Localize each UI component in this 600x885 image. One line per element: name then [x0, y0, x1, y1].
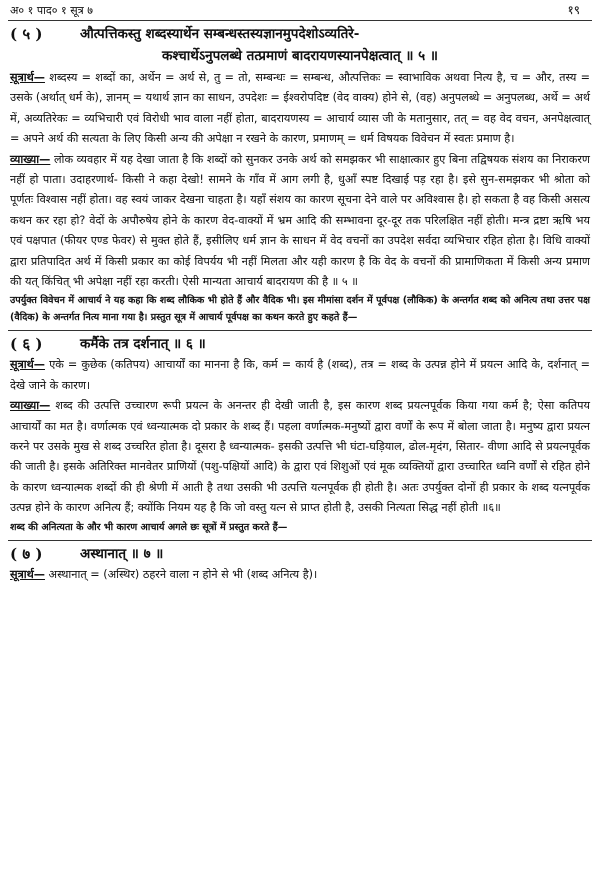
sutrartha-paragraph: [8, 68, 592, 150]
sutra-text: कर्मैके तत्र दर्शनात् ॥ ६ ॥: [80, 336, 206, 353]
divider: [8, 540, 592, 541]
transition-note: शब्द की अनित्यता के और भी कारण आचार्य अगले छः सूत्रों में प्रस्तुत करते हैं—: [10, 521, 288, 533]
sutra-6-heading: [8, 333, 592, 355]
sutra-number: ( ६ ): [10, 335, 43, 354]
sutra-5-heading: [8, 23, 592, 45]
sutra-text: अस्थानात् ॥ ७ ॥: [80, 545, 164, 562]
sutrartha-label: सूत्रार्थ—: [10, 71, 45, 84]
sutrartha-label: सूत्रार्थ—: [10, 358, 45, 372]
page-number: १९: [567, 3, 580, 17]
vyakhya-label: व्याख्या—: [10, 399, 51, 413]
vyakhya-label: व्याख्या—: [10, 152, 51, 166]
sutra-number: ( ७ ): [10, 544, 43, 563]
sutrartha-text: शब्दस्य = शब्दों का, अर्थेन = अर्थ से, तु = तो, सम्बन्धः = सम्बन्ध, औत्पत्तिकः = स्वाभाविक अथवा नित्य है, च = और, तस्य = उसके (अर्थात् धर्म के), ज्ञानम् = यथार्थ ज्ञान का साधन, उपदेशः = ईश्वरोपदिष्ट (वेद वाक्य) होने से, (वह) अनुपलब्धे = अनुपलब्ध, अर्थे = अर्थ में, अव्यतिरेकः = व्यभिचारी एवं विरोधी भाव वाला नहीं होता, बादरायणस्य = आचार्य व्यास जी के मतानुसार, तत् = वह वेद वचन, अनपेक्षत्वात् = अपने अर्थ की सत्यता के लिए किसी अन्य की अपेक्षा न रखने के कारण, प्रमाणम् = धर्म विषयक विवेचन में स्वतः प्रमाण है।: [10, 71, 590, 146]
header-reference: अ० १ पाद० १ सूत्र ७: [10, 4, 93, 17]
vyakhya-text: शब्द की उत्पत्ति उच्चारण रूपी प्रयत्न के अनन्तर ही देखी जाती है, इस कारण शब्द प्रयत्नपूर्वक किया गया कर्म है; ऐसा कतिपय आचार्यों का मत है। वर्णात्मक एवं ध्वन्यात्मक दो प्रकार के शब्द हैं। पहला वर्णात्मक-मनुष्यों द्वारा वर्णों के रूप में बोला जाता है। मनुष्य द्वारा प्रयत्न करने पर उसके मुख से शब्द उच्चरित होता है। दूसरा है ध्वन्यात्मक- इसकी उत्पत्ति भी घंटा-घड़ियाल, ढोल-मृदंग, सितार- वीणा आदि से प्रयत्नपूर्वक की जाती है। इसके अतिरिक्त मानवेतर प्राणियों (पशु-पक्षियों आदि) के द्वारा एवं शिशुओं एवं मूक व्यक्तियों द्वारा उच्चारित ध्वनि वर्णों से रहित होने के कारण ध्वन्यात्मक शब्दों की ही श्रेणी में आती है तथा उसकी भी उत्पत्ति यत्नपूर्वक ही होती है। अतः उपर्युक्त दोनों ही प्रकार के शब्द यत्नपूर्वक उत्पन्न होने के कारण अनित्य हैं; क्योंकि नियम यह है कि जो वस्तु यत्न से प्राप्त होती है, उसकी नित्यता सिद्ध नहीं होती ॥६॥: [10, 399, 590, 515]
sutrartha-paragraph: [8, 355, 592, 396]
sutrartha-label: सूत्रार्थ—: [10, 567, 45, 581]
running-header: [8, 2, 592, 21]
sutra-7-heading: [8, 543, 592, 565]
vyakhya-text: लोक व्यवहार में यह देखा जाता है कि शब्दों को सुनकर उनके अर्थ को समझकर भी साक्षात्कार हुए बिना तद्विषयक संशय का निराकरण नहीं हो पाता। उदाहरणार्थ- किसी ने कहा देखो! सामने के गाँव में आग लगी है, धुआँ स्पष्ट दिखाई पड़ रहा है। इसे सुन-समझकर भी श्रोता को पूर्णतः विश्वास नहीं होता। वह स्वयं जाकर देखना चाहता है। यहाँ संशय का कारण सूचना देने वाले पर अविश्वास है। हो सकता है वह किसी असत्य कथन कर रहा हो? वेदों के अपौरुषेय होने के कारण वेद-वाक्यों में भ्रम आदि की सम्भावना दूर-दूर तक परिलक्षित नहीं होती। मन्त्र द्रष्टा ऋषि भय एवं पक्षपात (फीयर एण्ड फेवर) से मुक्त होते हैं, इसीलिए धर्म ज्ञान के साधन में वेद वचनों का उपदेश सर्वदा व्यभिचार रहित होता है। विधि वाक्यों द्वारा प्रतिपादित अर्थ में किसी प्रकार का कोई विपर्यय भी नहीं मिलता और यही कारण है कि वेद के वचनों की प्रामाणिकता में किसी अन्य प्रमाण की यत् किंचित् भी अपेक्षा नहीं रहा करती। ऐसी मान्यता आचार्य बादरायण की है ॥ ५ ॥: [10, 152, 591, 289]
transition-note: उपर्युक्त विवेचन में आचार्य ने यह कहा कि शब्द लौकिक भी होते हैं और वैदिक भी। इस मीमांसा दर्शन में पूर्वपक्ष (लौकिक) के अन्तर्गत शब्द को अनित्य तथा उत्तर पक्ष (वैदिक) के अन्तर्गत नित्य माना गया है। प्रस्तुत सूत्र में आचार्य पूर्वपक्ष का कथन करते हुए कहते हैं—: [10, 295, 590, 323]
sutrartha-text: अस्थानात् = (अस्थिर) ठहरने वाला न होने से भी (शब्द अनित्य है)।: [48, 567, 318, 581]
divider: [8, 330, 592, 331]
sutrartha-paragraph: [8, 565, 592, 585]
vyakhya-paragraph: [8, 396, 592, 518]
vyakhya-paragraph: [8, 150, 592, 293]
sutra-number: ( ५ ): [10, 25, 43, 43]
sutra-text: औत्पत्तिकस्तु शब्दस्यार्थेन सम्बन्धस्तस्यज्ञानमुपदेशोऽव्यतिरे-: [80, 26, 360, 42]
sutrartha-text: एके = कुछेक (कतिपय) आचार्यों का मानना है कि, कर्म = कार्य है (शब्द), तत्र = शब्द के उत्पन्न होने में प्रयत्न आदि के, दर्शनात् = देखे जाने के कारण।: [10, 358, 590, 392]
sutra-text-continued: कश्चार्थेऽनुपलब्धे तत्प्रमाणं बादरायणस्यानपेक्षत्वात् ॥ ५ ॥: [162, 48, 438, 64]
